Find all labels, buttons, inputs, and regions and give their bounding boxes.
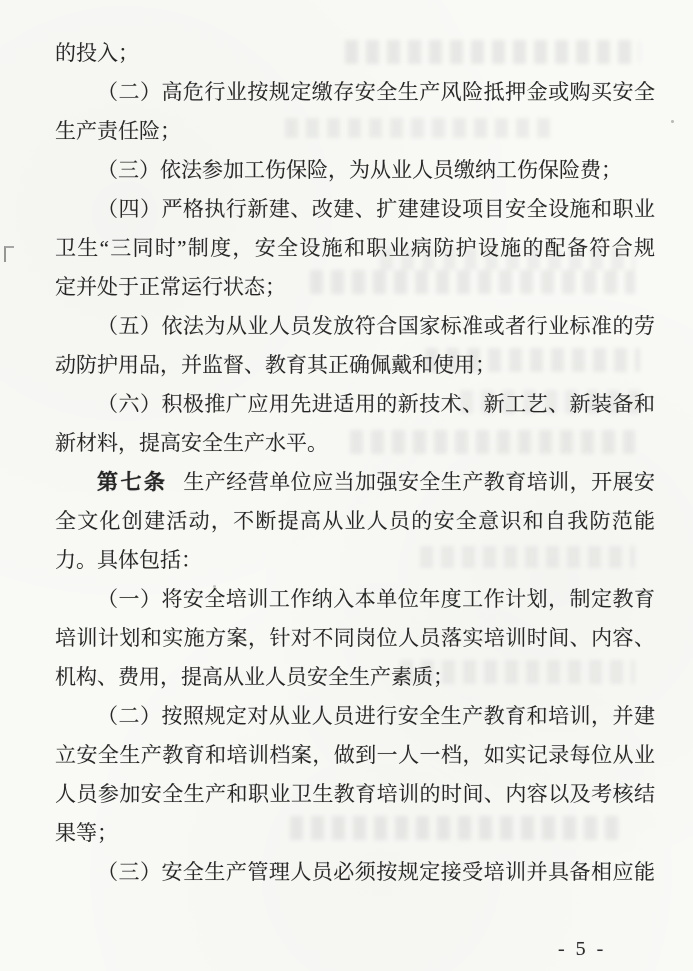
page-number: - 5 - [558, 938, 607, 960]
text-line: 全文化创建活动，不断提高从业人员的安全意识和自我防范能 [55, 509, 655, 533]
text-line: 培训计划和实施方案，针对不同岗位人员落实培训时间、内容、 [55, 626, 655, 650]
text-line: （一）将安全培训工作纳入本单位年度工作计划，制定教育 [97, 587, 655, 611]
text-line: 新材料，提高安全生产水平。 [55, 431, 328, 455]
paragraph-item-7-3 [55, 853, 655, 892]
article-number-label: 第七条 [97, 470, 168, 494]
paragraph-item-3 [55, 151, 655, 190]
text-line: 生产责任险； [55, 119, 181, 143]
paragraph-continuation [55, 34, 655, 73]
text-line: （六）积极推广应用先进适用的新技术、新工艺、新装备和 [97, 392, 655, 416]
scan-artifact-dot [671, 120, 674, 123]
paragraph-item-4 [55, 190, 655, 307]
text-line: （二）按照规定对从业人员进行安全生产教育和培训，并建 [97, 704, 655, 728]
text-run: 生产经营单位应当加强安全生产教育培训，开展安 [183, 470, 655, 494]
paragraph-item-5 [55, 307, 655, 385]
paragraph-item-2 [55, 73, 655, 151]
text-line: 立安全生产教育和培训档案，做到一人一档，如实记录每位从业 [55, 743, 655, 767]
scan-artifact-mark [4, 246, 14, 262]
text-line: 果等； [55, 821, 118, 845]
text-line: （三）安全生产管理人员必须按规定接受培训并具备相应能 [97, 860, 655, 884]
text-line: 的投入； [55, 41, 139, 65]
paragraph-item-7-2 [55, 697, 655, 853]
text-line: （三）依法参加工伤保险，为从业人员缴纳工伤保险费； [97, 158, 622, 182]
text-line: 人员参加安全生产和职业卫生教育培训的时间、内容以及考核结 [55, 782, 655, 806]
text-line: （五）依法为从业人员发放符合国家标准或者行业标准的劳 [97, 314, 655, 338]
text-line-article-heading [55, 463, 655, 502]
paragraph-item-7-1 [55, 580, 655, 697]
text-line: 卫生“三同时”制度，安全设施和职业病防护设施的配备符合规 [55, 236, 655, 260]
text-line: （四）严格执行新建、改建、扩建建设项目安全设施和职业 [97, 197, 655, 221]
text-line: （二）高危行业按规定缴存安全生产风险抵押金或购买安全 [97, 80, 655, 104]
text-line: 动防护用品，并监督、教育其正确佩戴和使用； [55, 353, 496, 377]
text-line: 机构、费用，提高从业人员安全生产素质； [55, 665, 454, 689]
document-body [55, 34, 655, 892]
paragraph-article-7 [55, 463, 655, 580]
paragraph-item-6 [55, 385, 655, 463]
text-line: 定并处于正常运行状态； [55, 275, 286, 299]
text-line: 力。具体包括： [55, 548, 202, 572]
